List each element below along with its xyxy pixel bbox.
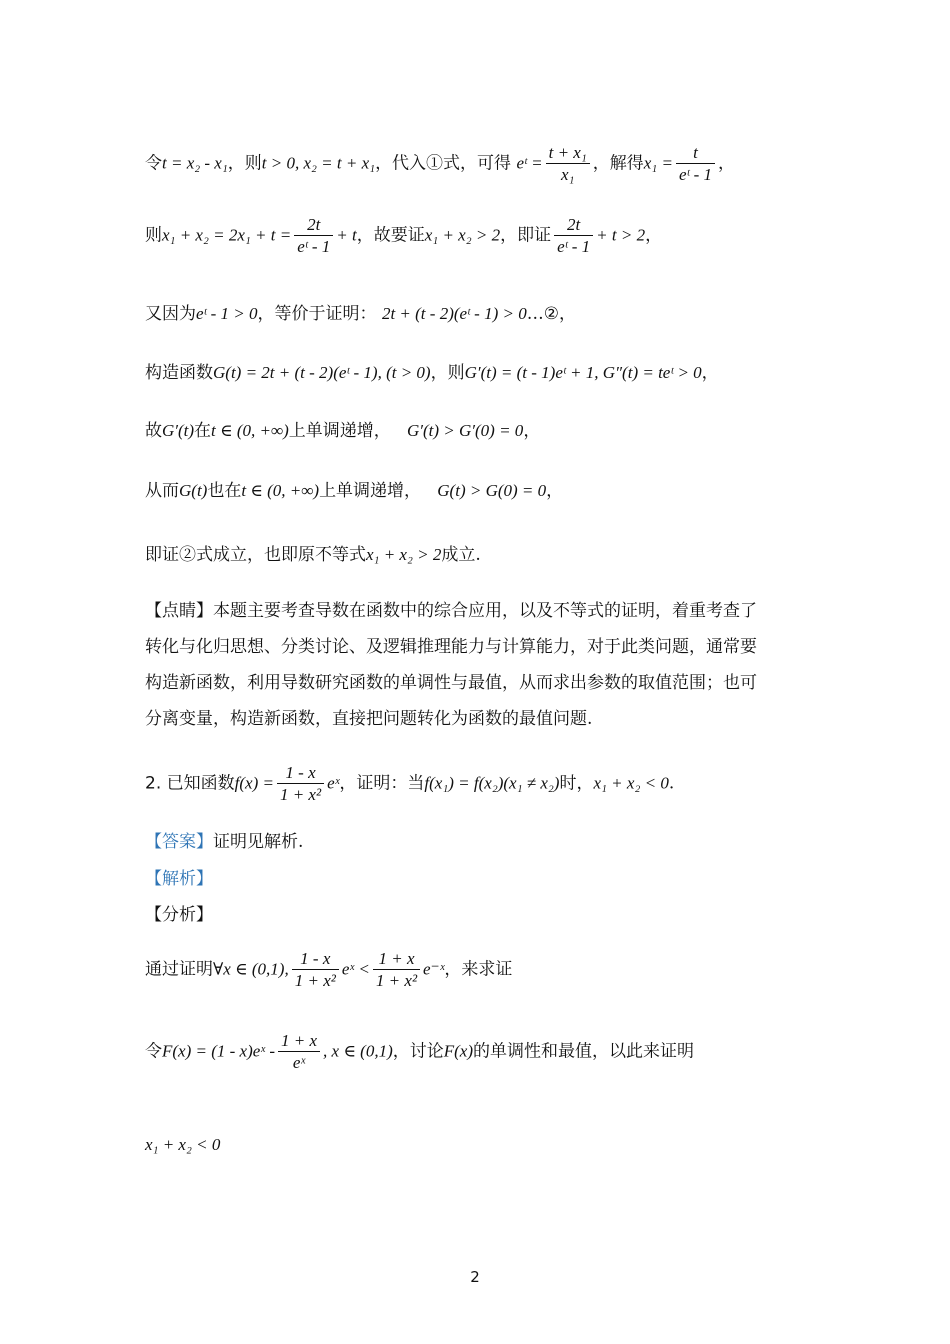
- step2-math3-rhs: + t > 2: [596, 225, 646, 245]
- step4-math1: G(t) = 2t + (t - 2)(eᵗ - 1), (t > 0): [213, 363, 431, 382]
- step2-fraction-2-num: 2t: [554, 214, 593, 236]
- step1-line: [145, 142, 735, 186]
- step9-text2: ，讨论: [392, 1041, 444, 1062]
- step1-math2: t > 0, x₂ = t + x₁: [261, 153, 376, 173]
- problem2-math1-rhs: eˣ: [327, 773, 340, 793]
- step6-math3: G(t) > G(0) = 0: [437, 481, 547, 500]
- step2-math1-rhs: + t: [336, 225, 357, 245]
- step8-text2: ，来求证: [444, 959, 513, 980]
- step8-math1: ∀x ∈ (0,1),: [213, 959, 289, 979]
- answer-text: 证明见解析.: [213, 832, 304, 852]
- step2-fraction-1-den: eᵗ - 1: [297, 237, 331, 257]
- comment-line-2: 转化与化归思想、分类讨论、及逻辑推理能力与计算能力，对于此类问题，通常要: [145, 637, 757, 657]
- comment-paragraph: [145, 593, 815, 737]
- step1-fraction-2-num: t: [676, 142, 715, 164]
- step3-line: [145, 305, 576, 323]
- step1-fraction-1-den: x₁: [560, 165, 575, 185]
- step10-line: [145, 1136, 220, 1154]
- problem2-text4: .: [668, 773, 675, 794]
- step2-fraction-2-den: eᵗ - 1: [557, 237, 591, 257]
- problem2-number: 2.: [145, 773, 162, 794]
- page-number: 2: [470, 1268, 480, 1286]
- problem2-text3: 时，: [559, 773, 594, 794]
- step7-text1: 即证②式成立，也即原不等式: [145, 545, 366, 565]
- step3-text2: ，等价于证明：: [257, 304, 377, 324]
- step9-fraction: [278, 1030, 320, 1074]
- step8-fraction-1: [292, 948, 339, 992]
- step3-text1: 又因为: [145, 304, 196, 324]
- step2-text3: ，即证: [500, 225, 552, 246]
- step4-text2: ，则: [430, 363, 465, 383]
- step1-fraction-1-num: t + x₁: [546, 142, 590, 164]
- step9-math1: F(x) = (1 - x)eˣ -: [162, 1041, 276, 1061]
- comment-line-4: 分离变量，构造新函数，直接把问题转化为函数的最值问题.: [145, 709, 593, 729]
- step5-text4: ，: [523, 421, 541, 441]
- step2-text4: ，: [645, 225, 663, 246]
- step10-math1: x₁ + x₂ < 0: [145, 1135, 221, 1154]
- step1-fraction-2-den: eᵗ - 1: [678, 165, 712, 185]
- problem2-math2: f(x₁) = f(x₂)(x₁ ≠ x₂): [424, 773, 560, 793]
- step9-fraction-den: eˣ: [292, 1053, 306, 1073]
- step2-fraction-1-num: 2t: [294, 214, 333, 236]
- step2-text1: 则: [145, 225, 162, 246]
- step5-math3: G′(t) > G′(0) = 0: [407, 421, 524, 440]
- step7-math1: x₁ + x₂ > 2: [366, 545, 442, 564]
- step7-line: [145, 546, 481, 564]
- step5-text2: 在: [194, 421, 212, 441]
- answer-label: 【答案】: [145, 832, 213, 852]
- answer-line: [145, 834, 303, 851]
- step2-line: [145, 214, 662, 258]
- problem2-line: [145, 762, 674, 806]
- step8-fraction-1-den: 1 + x²: [294, 971, 336, 991]
- problem2-math1-lhs: f(x) =: [234, 773, 274, 793]
- step8-line: [145, 948, 512, 992]
- step1-math1: t = x₂ - x₁: [162, 153, 228, 173]
- step1-text1: 令: [145, 153, 162, 174]
- step9-text3: 的单调性和最值，以此来证明: [473, 1041, 695, 1062]
- fenxi-label-line: [145, 907, 213, 924]
- step6-text2: 也在: [207, 481, 242, 501]
- step4-text1: 构造函数: [145, 363, 213, 383]
- analysis-label-line: [145, 871, 213, 888]
- step6-text4: ，: [546, 481, 564, 501]
- step3-math2: 2t + (t - 2)(eᵗ - 1) > 0: [381, 304, 527, 323]
- step2-math2: x₁ + x₂ > 2: [424, 225, 501, 245]
- step1-text3: ，代入①式，可得: [375, 153, 512, 174]
- fenxi-label: 【分析】: [145, 905, 213, 925]
- problem2-text2: ，证明：当: [339, 773, 425, 794]
- step7-text2: 成立.: [441, 545, 481, 565]
- problem2-fraction: [277, 762, 324, 806]
- step1-math4-lhs: x₁ =: [643, 153, 673, 173]
- step1-fraction-1: [546, 142, 590, 186]
- comment-text-1: 本题主要考查导数在函数中的综合应用，以及不等式的证明，着重考查了: [213, 601, 757, 621]
- comment-line-3: 构造新函数，利用导数研究函数的单调性与最值，从而求出参数的取值范围；也可: [145, 673, 757, 693]
- step9-math2: F(x): [443, 1041, 474, 1061]
- step1-math3-lhs: eᵗ =: [516, 153, 543, 173]
- step1-text5: ，: [718, 153, 735, 174]
- step2-math1-lhs: x₁ + x₂ = 2x₁ + t =: [162, 225, 292, 245]
- step4-math2: G′(t) = (t - 1)eᵗ + 1, G″(t) = teᵗ > 0: [464, 363, 702, 382]
- step6-math1: G(t): [179, 481, 208, 500]
- comment-label: 【点睛】: [145, 601, 213, 621]
- step5-math1: G′(t): [162, 421, 195, 440]
- problem2-math3: x₁ + x₂ < 0: [593, 773, 669, 793]
- step4-line: [145, 364, 719, 382]
- step5-text3: 上单调递增，: [288, 421, 391, 441]
- step8-fraction-2-num: 1 + x: [373, 948, 420, 970]
- problem2-text1: 已知函数: [166, 773, 235, 794]
- step6-math2: t ∈ (0, +∞): [241, 481, 320, 500]
- step2-fraction-2: [554, 214, 593, 258]
- step9-fraction-num: 1 + x: [278, 1030, 320, 1052]
- step8-fraction-2-den: 1 + x²: [375, 971, 418, 991]
- step6-text1: 从而: [145, 481, 179, 501]
- step2-text2: ，故要证: [356, 225, 425, 246]
- step3-math1: eᵗ - 1 > 0: [196, 304, 258, 323]
- step3-text3: …②，: [526, 304, 576, 324]
- comment-line-1: [145, 593, 815, 629]
- step1-text4: ，解得: [592, 153, 644, 174]
- step8-fraction-2: [373, 948, 420, 992]
- step1-fraction-2: [676, 142, 715, 186]
- step5-math2: t ∈ (0, +∞): [211, 421, 289, 440]
- step8-math1-mid: eˣ <: [341, 959, 370, 979]
- step9-math1-end: , x ∈ (0,1): [323, 1041, 393, 1061]
- step5-text1: 故: [145, 421, 162, 441]
- step8-math1-end: e⁻ˣ: [423, 959, 445, 979]
- step4-text3: ，: [701, 363, 719, 383]
- step5-line: [145, 422, 540, 440]
- step6-line: [145, 482, 563, 500]
- step8-text1: 通过证明: [145, 959, 213, 980]
- step9-line: [145, 1030, 694, 1074]
- problem2-fraction-num: 1 - x: [277, 762, 324, 784]
- step1-text2: ，则: [227, 153, 262, 174]
- step6-text3: 上单调递增，: [319, 481, 422, 501]
- step9-text1: 令: [145, 1041, 162, 1062]
- problem2-fraction-den: 1 + x²: [279, 785, 322, 805]
- step2-fraction-1: [294, 214, 333, 258]
- analysis-label: 【解析】: [145, 869, 213, 889]
- step8-fraction-1-num: 1 - x: [292, 948, 339, 970]
